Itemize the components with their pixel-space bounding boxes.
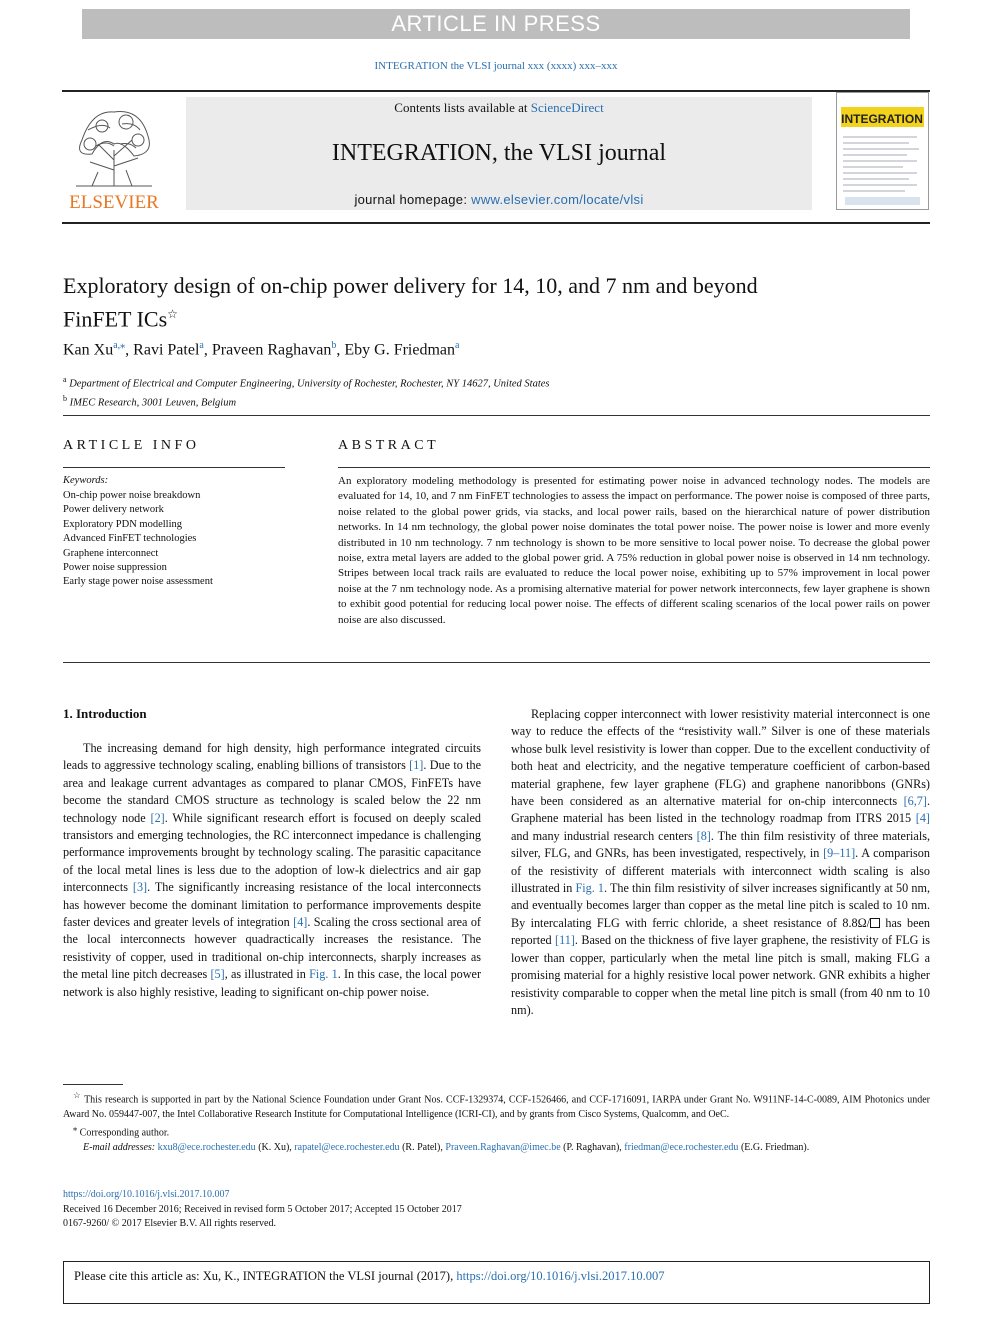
journal-reference[interactable]: INTEGRATION the VLSI journal xxx (xxxx) xxx–xxx [374, 60, 618, 72]
keyword: Power delivery network [63, 504, 164, 516]
funding-footnote-mark: ☆ [73, 1091, 82, 1100]
funding-footnote [63, 1089, 930, 1122]
article-title [63, 272, 783, 333]
elsevier-logo[interactable] [62, 100, 166, 212]
author-name[interactable]: Ravi Patel [133, 341, 200, 359]
corresponding-mark: ⁎ [73, 1124, 78, 1134]
keywords-label: Keywords: [63, 475, 109, 486]
email-owner: (E.G. Friedman). [740, 1142, 810, 1154]
keyword: Graphene interconnect [63, 547, 159, 559]
keyword: Exploratory PDN modelling [63, 518, 182, 530]
keyword: Early stage power noise assessment [63, 576, 213, 588]
title-rule [63, 415, 930, 416]
journal-cover-image [837, 93, 928, 209]
square-unit-icon [870, 918, 880, 928]
reference-link[interactable]: [4] [293, 915, 308, 930]
author-name[interactable]: Praveen Raghavan [211, 341, 332, 359]
reference-link[interactable]: [6,7] [903, 794, 927, 809]
reference-link[interactable]: [11] [555, 933, 575, 948]
reference-link[interactable]: [2] [150, 810, 165, 825]
email-owner: (K. Xu), [258, 1142, 292, 1154]
reference-link[interactable]: [1] [409, 758, 424, 773]
abstract-text: An exploratory modeling methodology is presented for estimating power noise in advanced technology nodes. The models are evaluated for 14, 10, and 7 nm FinFET technologies to assess the impact on performance. The power noise is composed of three parts, noise related to the global power grids, via stacks, and local power rails, based on the hierarchical nature of power distribution networks. In 14 nm technology, the global power noise dominates the total power noise. The power noise is lower and more evenly distributed in 10 nm technology. 7 nm technology is shown to be more sensitive to local power noise. To decrease the global power noise, extra metal layers are added to the global power grid. A 75% reduction in global power noise is observed in 14 nm technology. Stripes between local track rails are evaluated to reduce the local power noise, exhibiting up to 57% improvement in local power noise at the 7 nm technology node. As a promising alternative material for power network interconnects, few layer graphene is shown to exhibit good potential for reducing local power noise. The effects of different scaling scenarios of the local power rails on power noise are also discussed. [338, 475, 930, 626]
copyright-line: 0167-9260/ © 2017 Elsevier B.V. All rights reserved. [63, 1218, 276, 1229]
homepage-prefix: journal homepage: [354, 192, 472, 207]
affiliation-mark: a [63, 375, 67, 384]
email-link[interactable]: Praveen.Raghavan@imec.be [445, 1142, 561, 1154]
journal-cover[interactable] [836, 92, 929, 210]
footnotes [63, 1089, 930, 1156]
reference-link[interactable]: [5] [210, 967, 225, 982]
author-name[interactable]: Kan Xu [63, 341, 114, 359]
corresponding-text: Corresponding author. [79, 1127, 170, 1139]
affiliation [63, 392, 550, 411]
author-affiliation-mark[interactable]: b [331, 340, 337, 351]
intro-paragraph-1: The increasing demand for high density, high performance integrated circuits leads to aggressive technology scaling, enabling billions of transistors [1]. Due to the area and leakage current advantages as compared to planar CMOS, FinFETs have become the standard CMOS structure as technology is scaled below the 22 nm technology node [2]. While significant research effort is focused on deeply scaled transistors and emerging technologies, the RC interconnect impedance is challenging performance improvements brought by technology scaling. The parasitic capacitance of the local metal lines is less due to the adoption of low-k dielectrics and air gap interconnects [3]. The significantly increasing resistance of the local interconnects has however become the dominant limitation to performance improvements despite faster devices and greater levels of integration [4]. Scaling the cross sectional area of the local interconnects however quadractically increases the resistance. The resistivity of copper, used in traditional on-chip interconnects, sharply increases as the metal line pitch decreases [5], as illustrated in Fig. 1. In this case, the local power network is also highly resistive, leading to significant on-chip power noise. [63, 741, 481, 999]
title-footnote-mark[interactable]: ☆ [167, 307, 178, 321]
affiliation-text: IMEC Research, 3001 Leuven, Belgium [69, 397, 237, 409]
citation-doi-link[interactable]: https://doi.org/10.1016/j.vlsi.2017.10.007 [456, 1269, 665, 1283]
contents-line [186, 100, 812, 116]
header-rule-top [62, 90, 930, 92]
journal-title: INTEGRATION, the VLSI journal [331, 140, 667, 166]
article-title-text: Exploratory design of on-chip power delivery for 14, 10, and 7 nm and beyond FinFET ICs [63, 273, 758, 332]
affiliations [63, 373, 550, 411]
reference-link[interactable]: [4] [915, 811, 930, 826]
abstract-bottom-rule [63, 662, 930, 663]
doi-link[interactable]: https://doi.org/10.1016/j.vlsi.2017.10.007 [63, 1189, 230, 1200]
email-link[interactable]: kxu8@ece.rochester.edu [157, 1142, 256, 1154]
journal-homepage [186, 192, 812, 207]
cover-title: INTEGRATION [841, 112, 923, 126]
keywords-list [63, 489, 213, 590]
email-owner: (R. Patel), [402, 1142, 443, 1154]
author-list: Kan $Xu^{a,⁎}$, Ravi Patel$^a$, Praveen Raghavan$^b$, Eby G. Friedman$^a$ [63, 340, 460, 359]
elsevier-tree-icon [62, 100, 166, 212]
keyword: Advanced FinFET technologies [63, 533, 197, 545]
article-metadata [63, 1188, 462, 1232]
email-link[interactable]: friedman@ece.rochester.edu [624, 1142, 739, 1154]
author-affiliation-mark[interactable]: a,⁎ [113, 340, 126, 351]
elsevier-wordmark: ELSEVIER [69, 192, 159, 212]
email-owner: (P. Raghavan), [563, 1142, 622, 1154]
affiliation-mark: b [63, 394, 67, 403]
intro-paragraph-2: Replacing copper interconnect with lower resistivity material interconnect is one way to reduce the effects of the “resistivity wall.” Silver is one of these materials whose bulk level resistivity is lower than copper. Due to the excellent conductivity of both heat and electricity, and the negative temperature coefficient of carbon-based material graphene, few layer graphene (FLG) and graphene nanoribbons (GNRs) have been considered as an alternative material for on-chip interconnects [6,7]. Graphene material has been listed in the technology roadmap from ITRS 2015 [4] and many industrial research centers [8]. The thin film resistivity of three materials, silver, FLG, and GNRs, has been investigated, respectively, in [9–11]. A comparison of the resistivity of different materials with interconnect width scaling is also illustrated in Fig. 1. The thin film resistivity of silver increases significantly at 50 nm, and eventually becomes larger than copper as the metal line pitch is scaled to 10 nm. By intercalating FLG with ferric chloride, a sheet resistance of 8.8Ω/ has been reported [11]. Based on the thickness of five layer graphene, the resistivity of FLG is lower than copper, particularly when the metal line pitch is small, making FLG a promising material for a highly resistive local power network. GNR exhibits a higher resistivity comparable to copper when the metal line pitch is small (from 40 nm to 10 nm). [511, 707, 931, 1017]
contents-prefix: Contents lists available at [394, 100, 531, 115]
email-link[interactable]: rapatel@ece.rochester.edu [294, 1142, 400, 1154]
citation-text: Please cite this article as: Xu, K., INTEGRATION the VLSI journal (2017), [74, 1269, 457, 1283]
section-heading-introduction: 1. Introduction [63, 706, 147, 721]
email-footnote [63, 1141, 930, 1156]
email-label: E-mail addresses: [83, 1142, 156, 1154]
reference-link[interactable]: [9–11] [823, 846, 856, 861]
affiliation [63, 373, 550, 392]
funding-text: This research is supported in part by the National Science Foundation under Grant Nos. CCF-1329374, CCF-1526466, and CCF-1716091, IARPA under Grant No. W911NF-14-C-0089, AIM Photonics under Award No. 059447-007, the Intel Collaborative Research Institute for Computational Intelligence (ICRI-CI), and by grants from Cisco Systems, Qualcomm, and OeC. [63, 1094, 930, 1120]
affiliation-text: Department of Electrical and Computer Engineering, University of Rochester, Rochester, NY 14627, United States [69, 378, 550, 390]
reference-link[interactable]: [8] [696, 828, 711, 843]
author-affiliation-mark[interactable]: a [199, 340, 204, 351]
keyword: On-chip power noise breakdown [63, 490, 201, 501]
reference-link[interactable]: Fig. 1 [575, 881, 605, 896]
footnote-rule [63, 1084, 123, 1085]
keyword: Power noise suppression [63, 562, 167, 574]
reference-link[interactable]: Fig. 1 [309, 967, 338, 982]
article-history: Received 16 December 2016; Received in revised form 5 October 2017; Accepted 15 October 2017 [63, 1203, 462, 1215]
abstract-heading: ABSTRACT [338, 438, 440, 453]
article-info-heading: ARTICLE INFO [63, 438, 200, 453]
author-name[interactable]: Eby G. Friedman [344, 341, 456, 359]
header-rule-bottom [62, 222, 930, 224]
homepage-link[interactable]: www.elsevier.com/locate/vlsi [471, 192, 644, 207]
article-in-press-banner: ARTICLE IN PRESS [82, 9, 910, 39]
corresponding-footnote [63, 1122, 930, 1141]
author-affiliation-mark[interactable]: a [455, 340, 460, 351]
article-info-rule [63, 467, 285, 468]
abstract-rule [338, 467, 930, 468]
citation-box [63, 1261, 930, 1304]
sciencedirect-link[interactable]: ScienceDirect [530, 100, 604, 115]
reference-link[interactable]: [3] [132, 880, 148, 895]
